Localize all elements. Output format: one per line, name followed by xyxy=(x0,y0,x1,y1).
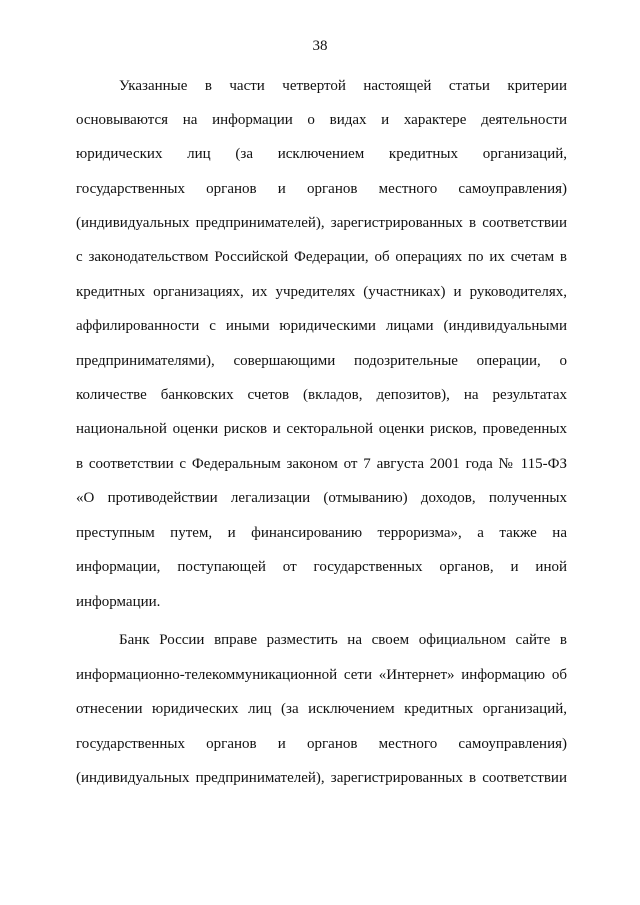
paragraph-1-line-2: основываются на информации о видах и характере деятельности xyxy=(76,112,567,128)
paragraph-1-line-16: информации. xyxy=(76,594,161,610)
paragraph-2-line-4: государственных органов и органов местного самоуправления) xyxy=(76,736,567,752)
paragraph-1-line-13: «О противодействии легализации (отмыванию) доходов, полученных xyxy=(76,490,567,506)
paragraph-1-line-3: юридических лиц (за исключением кредитных организаций, xyxy=(76,146,567,162)
paragraph-1-line-11: национальной оценки рисков и секторальной оценки рисков, проведенных xyxy=(76,421,567,437)
paragraph-1-line-9: предпринимателями), совершающими подозрительные операции, о xyxy=(76,353,567,369)
paragraph-1-line-12: в соответствии с Федеральным законом от 7 августа 2001 года № 115-ФЗ xyxy=(76,456,567,472)
paragraph-1-line-10: количестве банковских счетов (вкладов, депозитов), на результатах xyxy=(76,387,567,403)
paragraph-1-line-14: преступным путем, и финансированию терроризма», а также на xyxy=(76,525,567,541)
paragraph-2-line-1: Банк России вправе разместить на своем официальном сайте в xyxy=(119,632,567,648)
paragraph-1-line-7: кредитных организациях, их учредителях (участниках) и руководителях, xyxy=(76,284,567,300)
paragraph-1-line-1: Указанные в части четвертой настоящей статьи критерии xyxy=(119,78,567,94)
page-number: 38 xyxy=(312,38,328,54)
paragraph-1-line-8: аффилированности с иными юридическими лицами (индивидуальными xyxy=(76,318,567,334)
paragraph-1-line-15: информации, поступающей от государственных органов, и иной xyxy=(76,559,567,575)
paragraph-2-line-3: отнесении юридических лиц (за исключением кредитных организаций, xyxy=(76,701,567,717)
paragraph-1-line-6: с законодательством Российской Федерации, об операциях по их счетам в xyxy=(76,249,567,265)
paragraph-2-line-2: информационно-телекоммуникационной сети «Интернет» информацию об xyxy=(76,667,567,683)
paragraph-1-line-4: государственных органов и органов местного самоуправления) xyxy=(76,181,567,197)
paragraph-2-line-5: (индивидуальных предпринимателей), зарегистрированных в соответствии xyxy=(76,770,567,786)
paragraph-1-line-5: (индивидуальных предпринимателей), зарегистрированных в соответствии xyxy=(76,215,567,231)
